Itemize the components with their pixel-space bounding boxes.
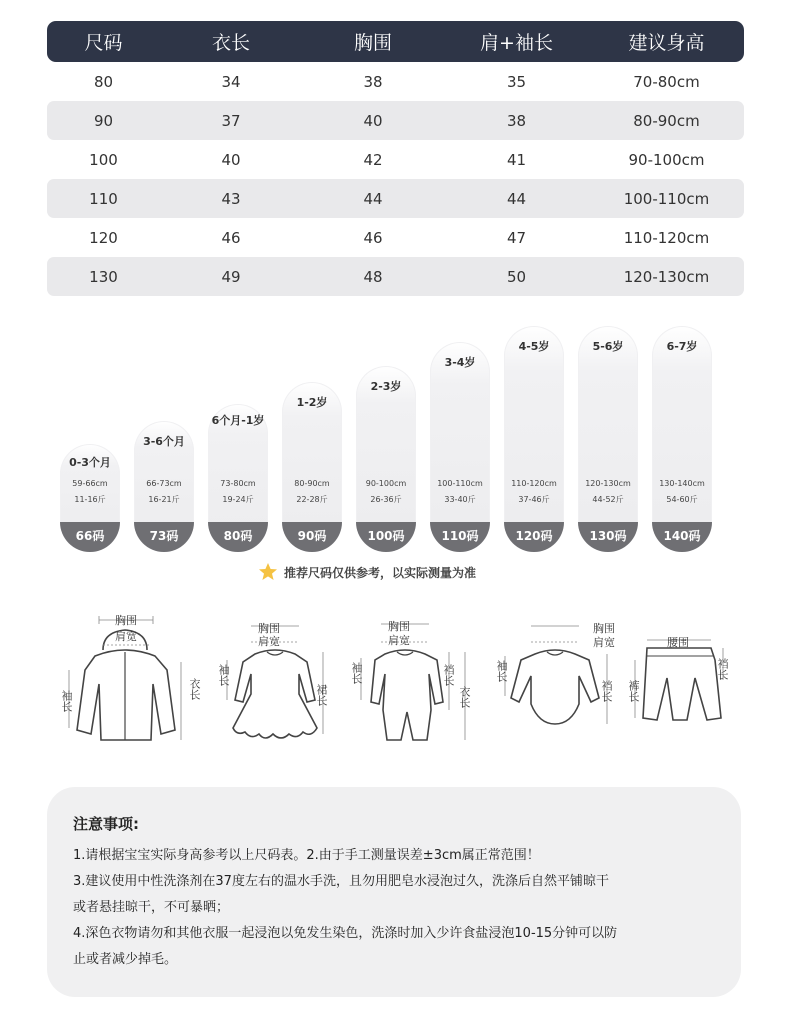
pants-crotch-label: 裆长 — [716, 658, 729, 680]
height-range: 90-100cm — [365, 479, 407, 488]
table-cell: 38 — [363, 72, 383, 91]
size-badge: 90码 — [282, 522, 342, 552]
weight-range: 19-24斤 — [222, 495, 254, 504]
romper-shoulder-label: 肩宽 — [388, 634, 410, 647]
jacket-chest-label: 胸围 — [115, 614, 137, 627]
table-cell: 47 — [506, 228, 527, 247]
star-icon — [258, 562, 278, 582]
age-column — [208, 404, 268, 552]
header-height: 建议身高 — [628, 32, 705, 54]
table-cell: 46 — [363, 228, 383, 247]
dress-shoulder-label: 肩宽 — [258, 635, 280, 648]
bodysuit-diagram — [495, 600, 625, 750]
weight-range: 11-16斤 — [74, 495, 106, 504]
age-column — [504, 326, 564, 552]
height-range: 130-140cm — [659, 479, 705, 488]
table-cell: 80 — [93, 72, 114, 91]
table-cell: 40 — [221, 150, 241, 169]
height-range: 110-120cm — [511, 479, 557, 488]
table-cell: 48 — [363, 267, 383, 286]
size-table-header — [47, 21, 744, 62]
dress-chest-label: 胸围 — [258, 622, 280, 635]
age-column — [578, 326, 638, 552]
age-label: 0-3个月 — [69, 456, 111, 469]
bodysuit-crotch-label: 裆长 — [600, 680, 613, 702]
table-row — [47, 257, 744, 296]
table-cell: 44 — [363, 189, 383, 208]
table-cell: 46 — [221, 228, 241, 247]
height-range: 66-73cm — [146, 479, 182, 488]
age-label: 4-5岁 — [518, 340, 550, 353]
recommend-note — [258, 562, 476, 582]
size-badge: 140码 — [652, 522, 712, 552]
age-label: 6-7岁 — [666, 340, 698, 353]
jacket-length-label: 衣长 — [188, 678, 201, 700]
age-column — [282, 382, 342, 552]
notes-line: 或者悬挂晾干，不可暴晒； — [73, 900, 230, 915]
size-badge: 100码 — [356, 522, 416, 552]
table-cell: 49 — [221, 267, 241, 286]
jacket-diagram — [55, 600, 205, 750]
table-cell: 42 — [363, 150, 383, 169]
height-range: 80-90cm — [294, 479, 330, 488]
romper-sleeve-label: 袖长 — [350, 662, 363, 684]
pants-diagram — [627, 600, 735, 750]
pants-waist-label: 腰围 — [667, 636, 689, 649]
age-label: 3-4岁 — [444, 356, 476, 369]
recommend-note-text: 推荐尺码仅供参考，以实际测量为准 — [284, 565, 477, 580]
bodysuit-sleeve-label: 袖长 — [495, 660, 508, 682]
size-badge: 130码 — [578, 522, 638, 552]
size-badge: 120码 — [504, 522, 564, 552]
table-cell: 90 — [93, 111, 114, 130]
weight-range: 54-60斤 — [666, 495, 698, 504]
table-row — [47, 101, 744, 140]
jacket-shoulder-label: 肩宽 — [115, 630, 137, 643]
age-label: 1-2岁 — [296, 396, 328, 409]
size-badge: 73码 — [134, 522, 194, 552]
weight-range: 33-40斤 — [444, 495, 476, 504]
romper-crotch-label: 裆长 — [442, 664, 455, 686]
notes-line: 1.请根据宝宝实际身高参考以上尺码表。2.由于手工测量误差±3cm属正常范围！ — [73, 848, 540, 863]
age-label: 6个月-1岁 — [211, 414, 265, 427]
table-cell: 37 — [221, 111, 241, 130]
romper-icon — [345, 600, 485, 750]
pants-length-label: 裤长 — [627, 680, 640, 702]
age-size-chart — [60, 320, 720, 552]
notes-line: 3.建议使用中性洗涤剂在37度左右的温水手洗，且勿用肥皂水浸泡过久，洗涤后自然平铺晾干 — [73, 874, 609, 889]
table-cell: 41 — [506, 150, 527, 169]
size-badge: 66码 — [60, 522, 120, 552]
table-cell: 100 — [89, 150, 118, 169]
table-cell: 44 — [506, 189, 527, 208]
table-cell: 80-90cm — [633, 111, 700, 130]
table-cell: 38 — [506, 111, 527, 130]
dress-length-label: 裙长 — [315, 684, 328, 706]
age-label: 3-6个月 — [143, 435, 185, 448]
bodysuit-chest-label: 胸围 — [593, 622, 615, 635]
dress-diagram — [215, 600, 335, 750]
notes-title: 注意事项: — [73, 815, 139, 833]
table-cell: 120-130cm — [623, 267, 710, 286]
dress-sleeve-label: 袖长 — [217, 664, 230, 686]
table-cell: 40 — [363, 111, 383, 130]
romper-diagram — [345, 600, 485, 750]
table-row — [47, 140, 744, 179]
weight-range: 26-36斤 — [370, 495, 402, 504]
age-column — [60, 444, 120, 552]
table-cell: 110-120cm — [623, 228, 710, 247]
romper-length-label: 衣长 — [458, 686, 471, 708]
measurement-diagrams — [55, 600, 735, 750]
header-size: 尺码 — [84, 32, 123, 54]
weight-range: 37-46斤 — [518, 495, 550, 504]
age-column — [356, 366, 416, 552]
table-cell: 50 — [506, 267, 527, 286]
table-row — [47, 218, 744, 257]
table-cell: 34 — [221, 72, 241, 91]
age-column — [652, 326, 712, 552]
height-range: 73-80cm — [220, 479, 256, 488]
table-cell: 120 — [89, 228, 118, 247]
bodysuit-shoulder-label: 肩宽 — [593, 636, 615, 649]
weight-range: 22-28斤 — [296, 495, 328, 504]
height-range: 120-130cm — [585, 479, 631, 488]
age-column — [430, 342, 490, 552]
table-cell: 43 — [221, 189, 241, 208]
table-cell: 35 — [506, 72, 527, 91]
table-cell: 90-100cm — [628, 150, 705, 169]
table-row — [47, 179, 744, 218]
romper-chest-label: 胸围 — [388, 620, 410, 633]
age-label: 5-6岁 — [592, 340, 624, 353]
header-chest: 胸围 — [353, 32, 392, 54]
height-range: 100-110cm — [437, 479, 483, 488]
care-notes — [47, 787, 741, 997]
table-cell: 70-80cm — [633, 72, 700, 91]
size-badge: 110码 — [430, 522, 490, 552]
table-row — [47, 62, 744, 101]
age-column — [134, 421, 194, 552]
jacket-sleeve-label: 袖长 — [60, 690, 73, 712]
table-cell: 100-110cm — [623, 189, 710, 208]
size-badge: 80码 — [208, 522, 268, 552]
weight-range: 44-52斤 — [592, 495, 624, 504]
size-table — [47, 21, 744, 296]
notes-line: 4.深色衣物请勿和其他衣服一起浸泡以免发生染色，洗涤时加入少许食盐浸泡10-15分钟可以防 — [73, 926, 618, 941]
table-cell: 130 — [89, 267, 118, 286]
height-range: 59-66cm — [72, 479, 108, 488]
header-shoulder-sleeve: 肩+袖长 — [480, 32, 553, 54]
notes-line: 止或者减少掉毛。 — [73, 952, 178, 967]
weight-range: 16-21斤 — [148, 495, 180, 504]
header-length: 衣长 — [211, 32, 250, 54]
table-cell: 110 — [89, 189, 118, 208]
age-label: 2-3岁 — [370, 380, 402, 393]
